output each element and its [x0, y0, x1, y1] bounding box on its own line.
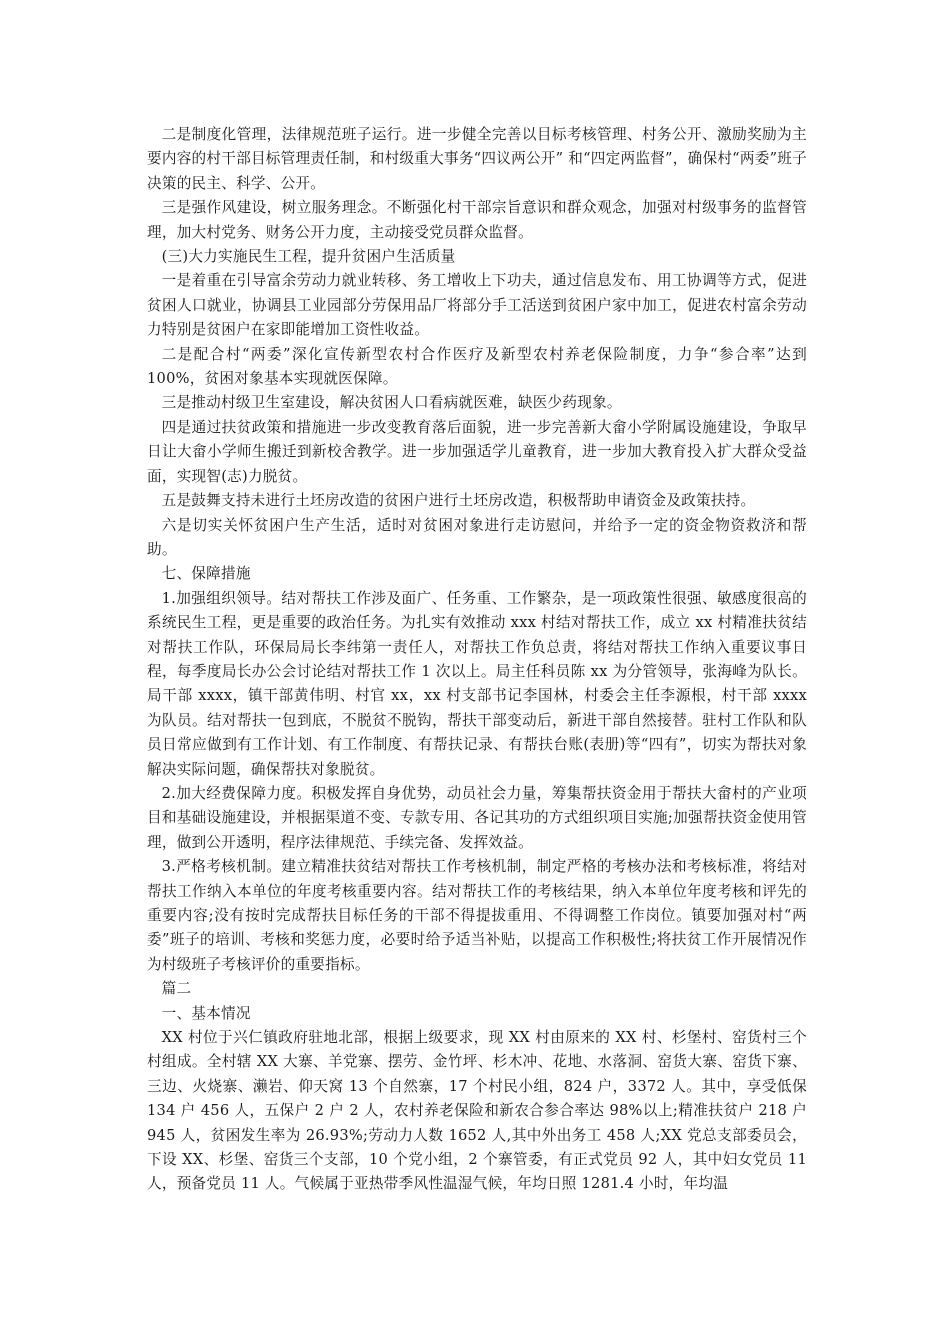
paragraph: 2.加大经费保障力度。积极发挥自身优势，动员社会力量，筹集帮扶资金用于帮扶大畲村的产业项目和基础设施建设，并根据渠道不变、专款专用、各记其功的方式组织项目实施;加强帮扶资金使用管理，做到公开透明，程序法律规范、手续完备、发挥效益。 — [147, 784, 807, 851]
section-heading: 篇二 — [161, 980, 192, 998]
document-page — [147, 123, 807, 1197]
paragraph: 六是切实关怀贫困户生产生活，适时对贫困对象进行走访慰问，并给予一定的资金物资救济和帮助。 — [147, 516, 807, 558]
paragraph: 三是强作风建设，树立服务理念。不断强化村干部宗旨意识和群众观念，加强对村级事务的监督管理，加大村党务、财务公开力度，主动接受党员群众监督。 — [147, 199, 807, 241]
paragraph: 1.加强组织领导。结对帮扶工作涉及面广、任务重、工作繁杂，是一项政策性很强、敏感度很高的系统民生工程，更是重要的政治任务。为扎实有效推动 xxx 村结对帮扶工作，成立 xx 村精准扶贫结对帮扶工作队，环保局局长李纬第一责任人，对帮扶工作负总责，将结对帮扶工作纳入重要议事日程，每季度局长办公会讨论结对帮扶工作 1 次以上。局主任科员陈 xx 为分管领导，张海峰为队长。局干部 xxxx，镇干部黄伟明、村官 xx，xx 村支部书记李国林，村委会主任李源根，村干部 xxxx 为队员。结对帮扶一包到底，不脱贫不脱钩，帮扶干部变动后，新进干部自然接替。驻村工作队和队员日常应做到有工作计划、有工作制度、有帮扶记录、有帮扶台账(表册)等“四有”，切实为帮扶对象解决实际问题，确保帮扶对象脱贫。 — [147, 589, 807, 778]
paragraph: 四是通过扶贫政策和措施进一步改变教育落后面貌，进一步完善新大畲小学附属设施建设，争取早日让大畲小学师生搬迁到新校舍教学。进一步加强适学儿童教育，进一步加大教育投入扩大群众受益面，实现智(志)力脱贫。 — [147, 418, 807, 485]
paragraph: 二是配合村“两委”深化宣传新型农村合作医疗及新型农村养老保险制度，力争“参合率”达到 100%，贫困对象基本实现就医保障。 — [147, 345, 807, 388]
paragraph: 一是着重在引导富余劳动力就业转移、务工增收上下功夫，通过信息发布、用工协调等方式，促进贫困人口就业，协调县工业园部分劳保用品厂将部分手工活送到贫困户家中加工，促进农村富余劳动力特别是贫困户在家即能增加工资性收益。 — [147, 272, 807, 339]
section-heading: 七、保障措施 — [161, 565, 251, 583]
section-heading: (三)大力实施民生工程，提升贫困户生活质量 — [161, 248, 456, 266]
paragraph: 3.严格考核机制。建立精准扶贫结对帮扶工作考核机制，制定严格的考核办法和考核标准，将结对帮扶工作纳入本单位的年度考核重要内容。结对帮扶工作的考核结果，纳入本单位年度考核和评先的重要内容;没有按时完成帮扶目标任务的干部不得提拔重用、不得调整工作岗位。镇要加强对村“两委”班子的培训、考核和奖惩力度，必要时给予适当补贴，以提高工作积极性;将扶贫工作开展情况作为村级班子考核评价的重要指标。 — [147, 858, 807, 973]
paragraph: XX 村位于兴仁镇政府驻地北部，根据上级要求，现 XX 村由原来的 XX 村、杉堡村、窑货村三个村组成。全村辖 XX 大寨、羊党寨、摆劳、金竹坪、杉木冲、花地、水落洞、窑货大寨、窑货下寨、三边、火烧寨、濑岩、仰天窝 13 个自然寨，17 个村民小组，824 户，3372 人。其中，享受低保 134 户 456 人，五保户 2 户 2 人，农村养老保险和新农合参合率达 98%以上;精准扶贫户 218 户 945 人，贫困发生率为 26.93%;劳动力人数 1652 人,其中外出务工 458 人;XX 党总支部委员会，下设 XX、杉堡、窑货三个支部，10 个党小组，2 个寨管委，有正式党员 92 人，其中妇女党员 11 人，预备党员 11 人。气候属于亚热带季风性温湿气候，年均日照 1281.4 小时，年均温 — [147, 1029, 807, 1193]
paragraph: 三是推动村级卫生室建设，解决贫困人口看病就医难，缺医少药现象。 — [161, 394, 622, 412]
paragraph: 二是制度化管理，法律规范班子运行。进一步健全完善以目标考核管理、村务公开、激励奖励为主要内容的村干部目标管理责任制，和村级重大事务“四议两公开” 和“四定两监督”，确保村“两委”班子决策的民主、科学、公开。 — [147, 126, 807, 192]
section-heading: 一、基本情况 — [161, 1004, 251, 1022]
paragraph: 五是鼓舞支持未进行土坯房改造的贫困户进行土坯房改造，积极帮助申请资金及政策扶持。 — [161, 492, 756, 510]
